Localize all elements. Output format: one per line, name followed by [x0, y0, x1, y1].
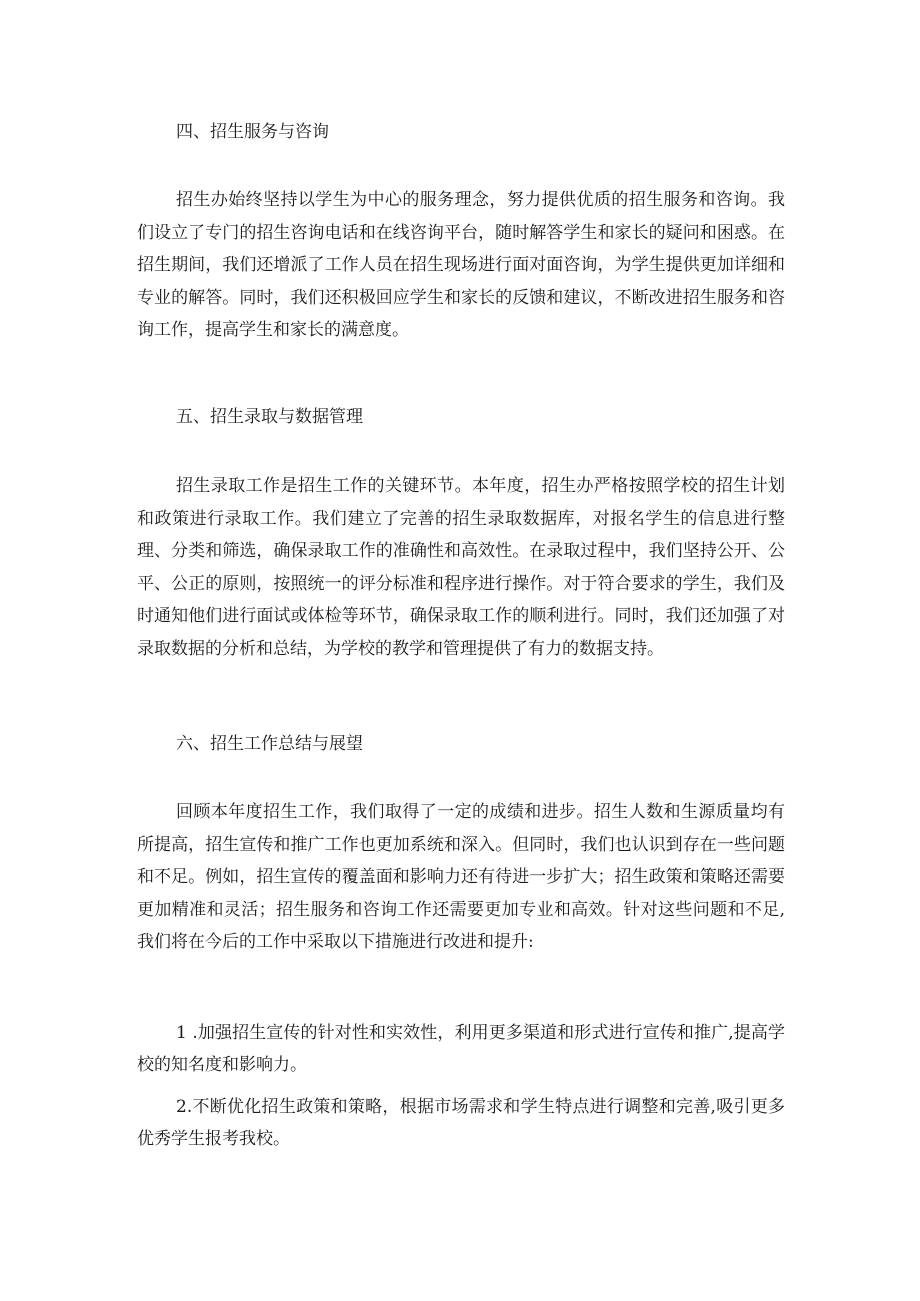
section-paragraph-4: 招生办始终坚持以学生为中心的服务理念，努力提供优质的招生服务和咨询。我们设立了专门的招生咨询电话和在线咨询平台，随时解答学生和家长的疑问和困惑。在招生期间，我们还增派了工作人员在招生现场进行面对面咨询，为学生提供更加详细和专业的解答。同时，我们还积极回应学生和家长的反馈和建议，不断改进招生服务和咨询工作，提高学生和家长的满意度。	[137, 190, 785, 341]
section-paragraph-5: 招生录取工作是招生工作的关键环节。本年度，招生办严格按照学校的招生计划和政策进行录取工作。我们建立了完善的招生录取数据库，对报名学生的信息进行整理、分类和筛选，确保录取工作的准确性和高效性。在录取过程中，我们坚持公开、公平、公正的原则，按照统一的评分标准和程序进行操作。对于符合要求的学生，我们及时通知他们进行面试或体检等环节，确保录取工作的顺利进行。同时，我们还加强了对录取数据的分析和总结，为学校的教学和管理提供了有力的数据支持。	[137, 476, 785, 659]
list-item-1: 1 .加强招生宣传的针对性和实效性，利用更多渠道和形式进行宣传和推广,提高学校的知名度和影响力。	[137, 1023, 785, 1075]
list-item-2: 2.不断优化招生政策和策略，根据市场需求和学生特点进行调整和完善,吸引更多优秀学生报考我校。	[137, 1097, 785, 1149]
section-heading-4: 四、招生服务与咨询	[176, 122, 329, 142]
section-heading-5: 五、招生录取与数据管理	[176, 407, 363, 427]
section-paragraph-6: 回顾本年度招生工作，我们取得了一定的成绩和进步。招生人数和生源质量均有所提高，招生宣传和推广工作也更加系统和深入。但同时，我们也认识到存在一些问题和不足。例如，招生宣传的覆盖面和影响力还有待进一步扩大；招生政策和策略还需要更加精准和灵活；招生服务和咨询工作还需要更加专业和高效。针对这些问题和不足,我们将在今后的工作中采取以下措施进行改进和提升:	[137, 802, 785, 953]
section-heading-6: 六、招生工作总结与展望	[176, 734, 363, 754]
